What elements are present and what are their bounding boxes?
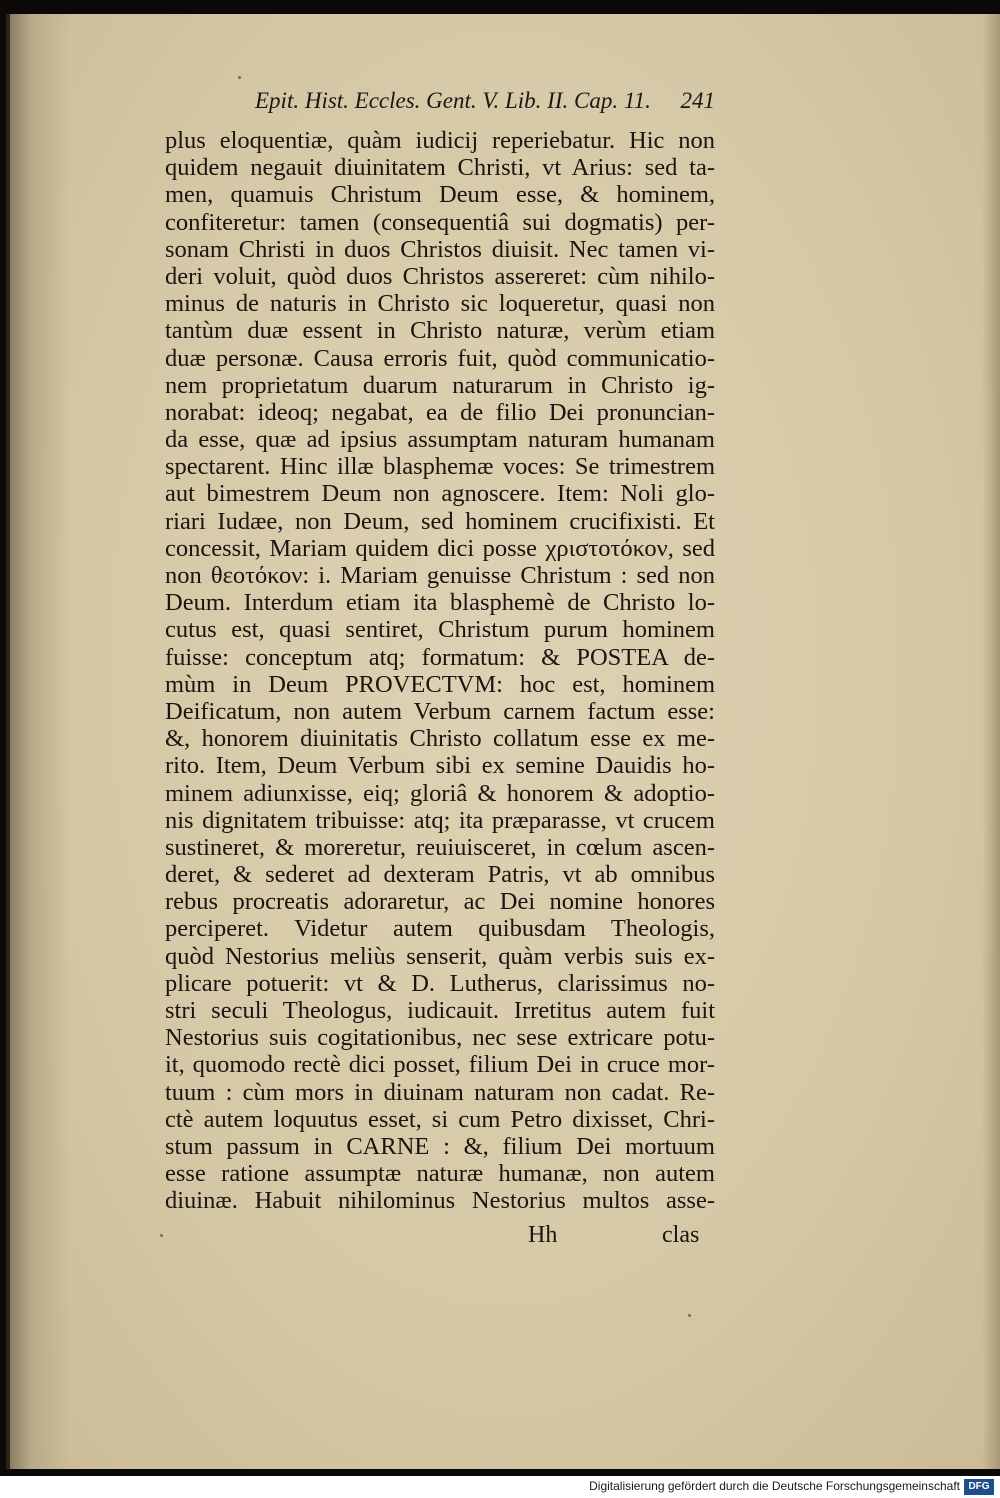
paper-speck bbox=[238, 76, 241, 79]
text-line: deri voluit, quòd duos Christos assereret: cùm nihilo- bbox=[165, 262, 715, 290]
text-line: ctè autem loquutus esset, si cum Petro dixisset, Chri- bbox=[165, 1105, 715, 1133]
text-line: it, quomodo rectè dici posset, filium Dei in cruce mor- bbox=[165, 1051, 715, 1079]
footer-bar bbox=[0, 1476, 1000, 1498]
text-line: confiteretur: tamen (consequentiâ sui dogmatis) per- bbox=[165, 208, 715, 236]
catchword: clas bbox=[662, 1222, 700, 1248]
page-gutter-shadow bbox=[10, 14, 70, 1469]
text-line: minus de naturis in Christo sic loqueretur, quasi non bbox=[165, 290, 715, 318]
text-line: Nestorius suis cogitationibus, nec sese extricare potu- bbox=[165, 1024, 715, 1052]
page-number: 241 bbox=[680, 88, 715, 113]
text-line: esse ratione assumptæ naturæ humanæ, non autem bbox=[165, 1160, 715, 1188]
text-line: duæ personæ. Causa erroris fuit, quòd communicatio- bbox=[165, 344, 715, 372]
text-line: stum passum in CARNE : &, filium Dei mortuum bbox=[165, 1132, 715, 1160]
text-line: non θεοτόκον: i. Mariam genuisse Christum : sed non bbox=[165, 562, 715, 589]
text-line: riari Iudæe, non Deum, sed hominem crucifixisti. Et bbox=[165, 507, 715, 535]
text-line: rito. Item, Deum Verbum sibi ex semine Dauidis ho- bbox=[165, 752, 715, 780]
page-edge-shadow bbox=[982, 14, 1000, 1469]
text-line: quidem negauit diuinitatem Christi, vt Arius: sed ta- bbox=[165, 154, 715, 182]
dfg-logo-icon: DFG bbox=[964, 1479, 994, 1495]
text-line: sustineret, & moreretur, reuiuisceret, in cœlum ascen- bbox=[165, 833, 715, 861]
text-line: aut bimestrem Deum non agnoscere. Item: Noli glo- bbox=[165, 480, 715, 508]
text-line: mùm in Deum PROVECTVM: hoc est, hominem bbox=[165, 670, 715, 698]
text-line: sonam Christi in duos Christos diuisit. Nec tamen vi- bbox=[165, 235, 715, 263]
text-line: tuum : cùm mors in diuinam naturam non cadat. Re- bbox=[165, 1078, 715, 1106]
text-line: da esse, quæ ad ipsius assumptam naturam humanam bbox=[165, 426, 715, 454]
running-head-title: Epit. Hist. Eccles. Gent. V. Lib. II. Cap. 11. bbox=[255, 88, 651, 113]
running-head bbox=[255, 88, 715, 114]
text-line: cutus est, quasi sentiret, Christum purum hominem bbox=[165, 616, 715, 644]
signature-mark: Hh bbox=[528, 1222, 558, 1248]
body-text bbox=[165, 127, 715, 1215]
text-line: diuinæ. Habuit nihilominus Nestorius multos asse- bbox=[165, 1187, 715, 1215]
text-line: &, honorem diuinitatis Christo collatum esse ex me- bbox=[165, 725, 715, 753]
text-line: perciperet. Videtur autem quibusdam Theologis, bbox=[165, 915, 715, 943]
text-line: tantùm duæ essent in Christo naturæ, verùm etiam bbox=[165, 317, 715, 345]
text-line: Deum. Interdum etiam ita blasphemè de Christo lo- bbox=[165, 589, 715, 617]
text-line: fuisse: conceptum atq; formatum: & POSTEA de- bbox=[165, 643, 715, 671]
paper-speck bbox=[688, 1314, 691, 1317]
text-line: rebus procreatis adoraretur, ac Dei nomine honores bbox=[165, 888, 715, 916]
text-line: deret, & sederet ad dexteram Patris, vt ab omnibus bbox=[165, 861, 715, 889]
paper-speck bbox=[160, 1234, 163, 1237]
text-line: concessit, Mariam quidem dici posse χριστοτόκον, sed bbox=[165, 534, 715, 562]
text-line: Deificatum, non autem Verbum carnem factum esse: bbox=[165, 697, 715, 725]
text-line: stri seculi Theologus, iudicauit. Irretitus autem fuit bbox=[165, 997, 715, 1024]
text-line: plus eloquentiæ, quàm iudicij reperiebatur. Hic non bbox=[165, 127, 715, 154]
text-line: plicare potuerit: vt & D. Lutherus, clarissimus no- bbox=[165, 969, 715, 997]
text-line: quòd Nestorius meliùs senserit, quàm verbis suis ex- bbox=[165, 942, 715, 970]
footer-credit: Digitalisierung gefördert durch die Deutsche Forschungsgemeinschaft bbox=[589, 1479, 960, 1493]
text-line: minem adiunxisse, eiq; gloriâ & honorem & adoptio- bbox=[165, 779, 715, 807]
text-line: nis dignitatem tribuisse: atq; ita præparasse, vt crucem bbox=[165, 806, 715, 834]
text-line: spectarent. Hinc illæ blasphemæ voces: Se trimestrem bbox=[165, 453, 715, 481]
text-line: norabat: ideoq; negabat, ea de filio Dei pronuncian- bbox=[165, 398, 715, 426]
text-line: nem proprietatum duarum naturarum in Christo ig- bbox=[165, 371, 715, 399]
text-line: men, quamuis Christum Deum esse, & hominem, bbox=[165, 181, 715, 209]
